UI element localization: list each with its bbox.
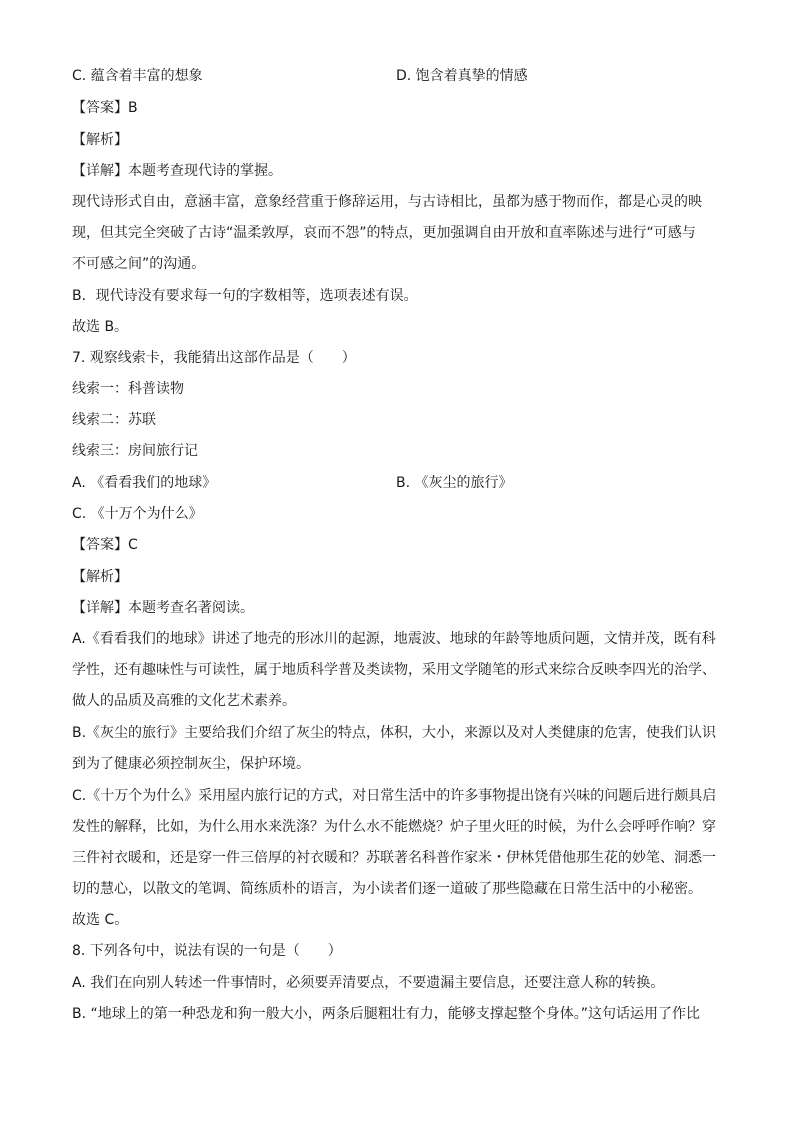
q7-analysis-label: 【解析】 — [72, 569, 128, 585]
q7-clue-3: 线索三：房间旅行记 — [72, 443, 198, 459]
q7-clue-1: 线索一：科普读物 — [72, 381, 184, 397]
q7-option-c: C. 《十万个为什么》 — [72, 506, 203, 522]
q8-option-b: B. “地球上的第一种恐龙和狗一般大小，两条后腿粗壮有力，能够支撑起整个身体。”这句话运用了作比 — [72, 1006, 701, 1022]
q6-option-b-note: B．现代诗没有要求每一句的字数相等，选项表述有误。 — [72, 288, 418, 304]
q7-paragraph-a-line: 做人的品质及高雅的文化艺术素养。 — [72, 693, 296, 709]
q7-clue-2: 线索二：苏联 — [72, 412, 156, 428]
q6-detail: 【详解】本题考查现代诗的掌握。 — [72, 163, 282, 179]
q7-paragraph-c-line: 发性的解释，比如，为什么用水来洗涤？为什么水不能燃烧？炉子里火旺的时候，为什么会呼呼作响？穿 — [72, 819, 716, 835]
q6-answer: 【答案】B — [72, 100, 138, 116]
q6-analysis-label: 【解析】 — [72, 132, 128, 148]
q6-paragraph-line: 现，但其完全突破了古诗“温柔敦厚，哀而不怨”的特点，更加强调自由开放和直率陈述与进行“可感与 — [72, 225, 696, 241]
q7-conclusion: 故选 C。 — [72, 912, 129, 928]
q6-option-c: C. 蕴含着丰富的想象 — [72, 68, 203, 84]
q6-paragraph-line: 不可感之间”的沟通。 — [72, 256, 206, 272]
q7-stem: 7. 观察线索卡，我能猜出这部作品是（ ） — [72, 350, 356, 366]
q7-paragraph-c-line: C.《十万个为什么》采用屋内旅行记的方式，对日常生活中的许多事物提出饶有兴味的问题后进行颇具启 — [72, 788, 717, 804]
q6-paragraph-line: 现代诗形式自由，意涵丰富，意象经营重于修辞运用，与古诗相比，虽都为感于物而作，都是心灵的映 — [72, 194, 702, 210]
q6-conclusion: 故选 B。 — [72, 319, 129, 335]
q7-paragraph-b-line: B.《灰尘的旅行》主要给我们介绍了灰尘的特点，体积，大小，来源以及对人类健康的危害，使我们认识 — [72, 725, 717, 741]
q7-paragraph-c-line: 三件衬衣暖和，还是穿一件三倍厚的衬衣暖和？苏联著名科普作家米・伊林凭借他那生花的妙笔、洞悉一 — [72, 850, 716, 866]
q8-option-a: A. 我们在向别人转述一件事情时，必须要弄清要点，不要遗漏主要信息，还要注意人称的转换。 — [72, 975, 665, 991]
q7-paragraph-b-line: 到为了健康必须控制灰尘，保护环境。 — [72, 756, 310, 772]
q8-stem: 8. 下列各句中，说法有误的一句是（ ） — [72, 943, 342, 959]
q7-option-a: A. 《看看我们的地球》 — [72, 475, 217, 491]
q7-detail: 【详解】本题考查名著阅读。 — [72, 600, 254, 616]
q7-answer: 【答案】C — [72, 537, 138, 553]
q7-paragraph-a-line: 学性，还有趣味性与可读性，属于地质科学普及类读物，采用文学随笔的形式来综合反映李四光的治学、 — [72, 662, 716, 678]
q7-option-b: B. 《灰尘的旅行》 — [396, 475, 513, 491]
q7-paragraph-a-line: A.《看看我们的地球》讲述了地壳的形冰川的起源，地震波、地球的年龄等地质问题，文情并茂，既有科 — [72, 631, 716, 647]
q6-option-d: D. 饱含着真挚的情感 — [396, 68, 528, 84]
q7-paragraph-c-line: 切的慧心，以散文的笔调、简练质朴的语言，为小读者们逐一道破了那些隐藏在日常生活中的小秘密。 — [72, 881, 702, 897]
